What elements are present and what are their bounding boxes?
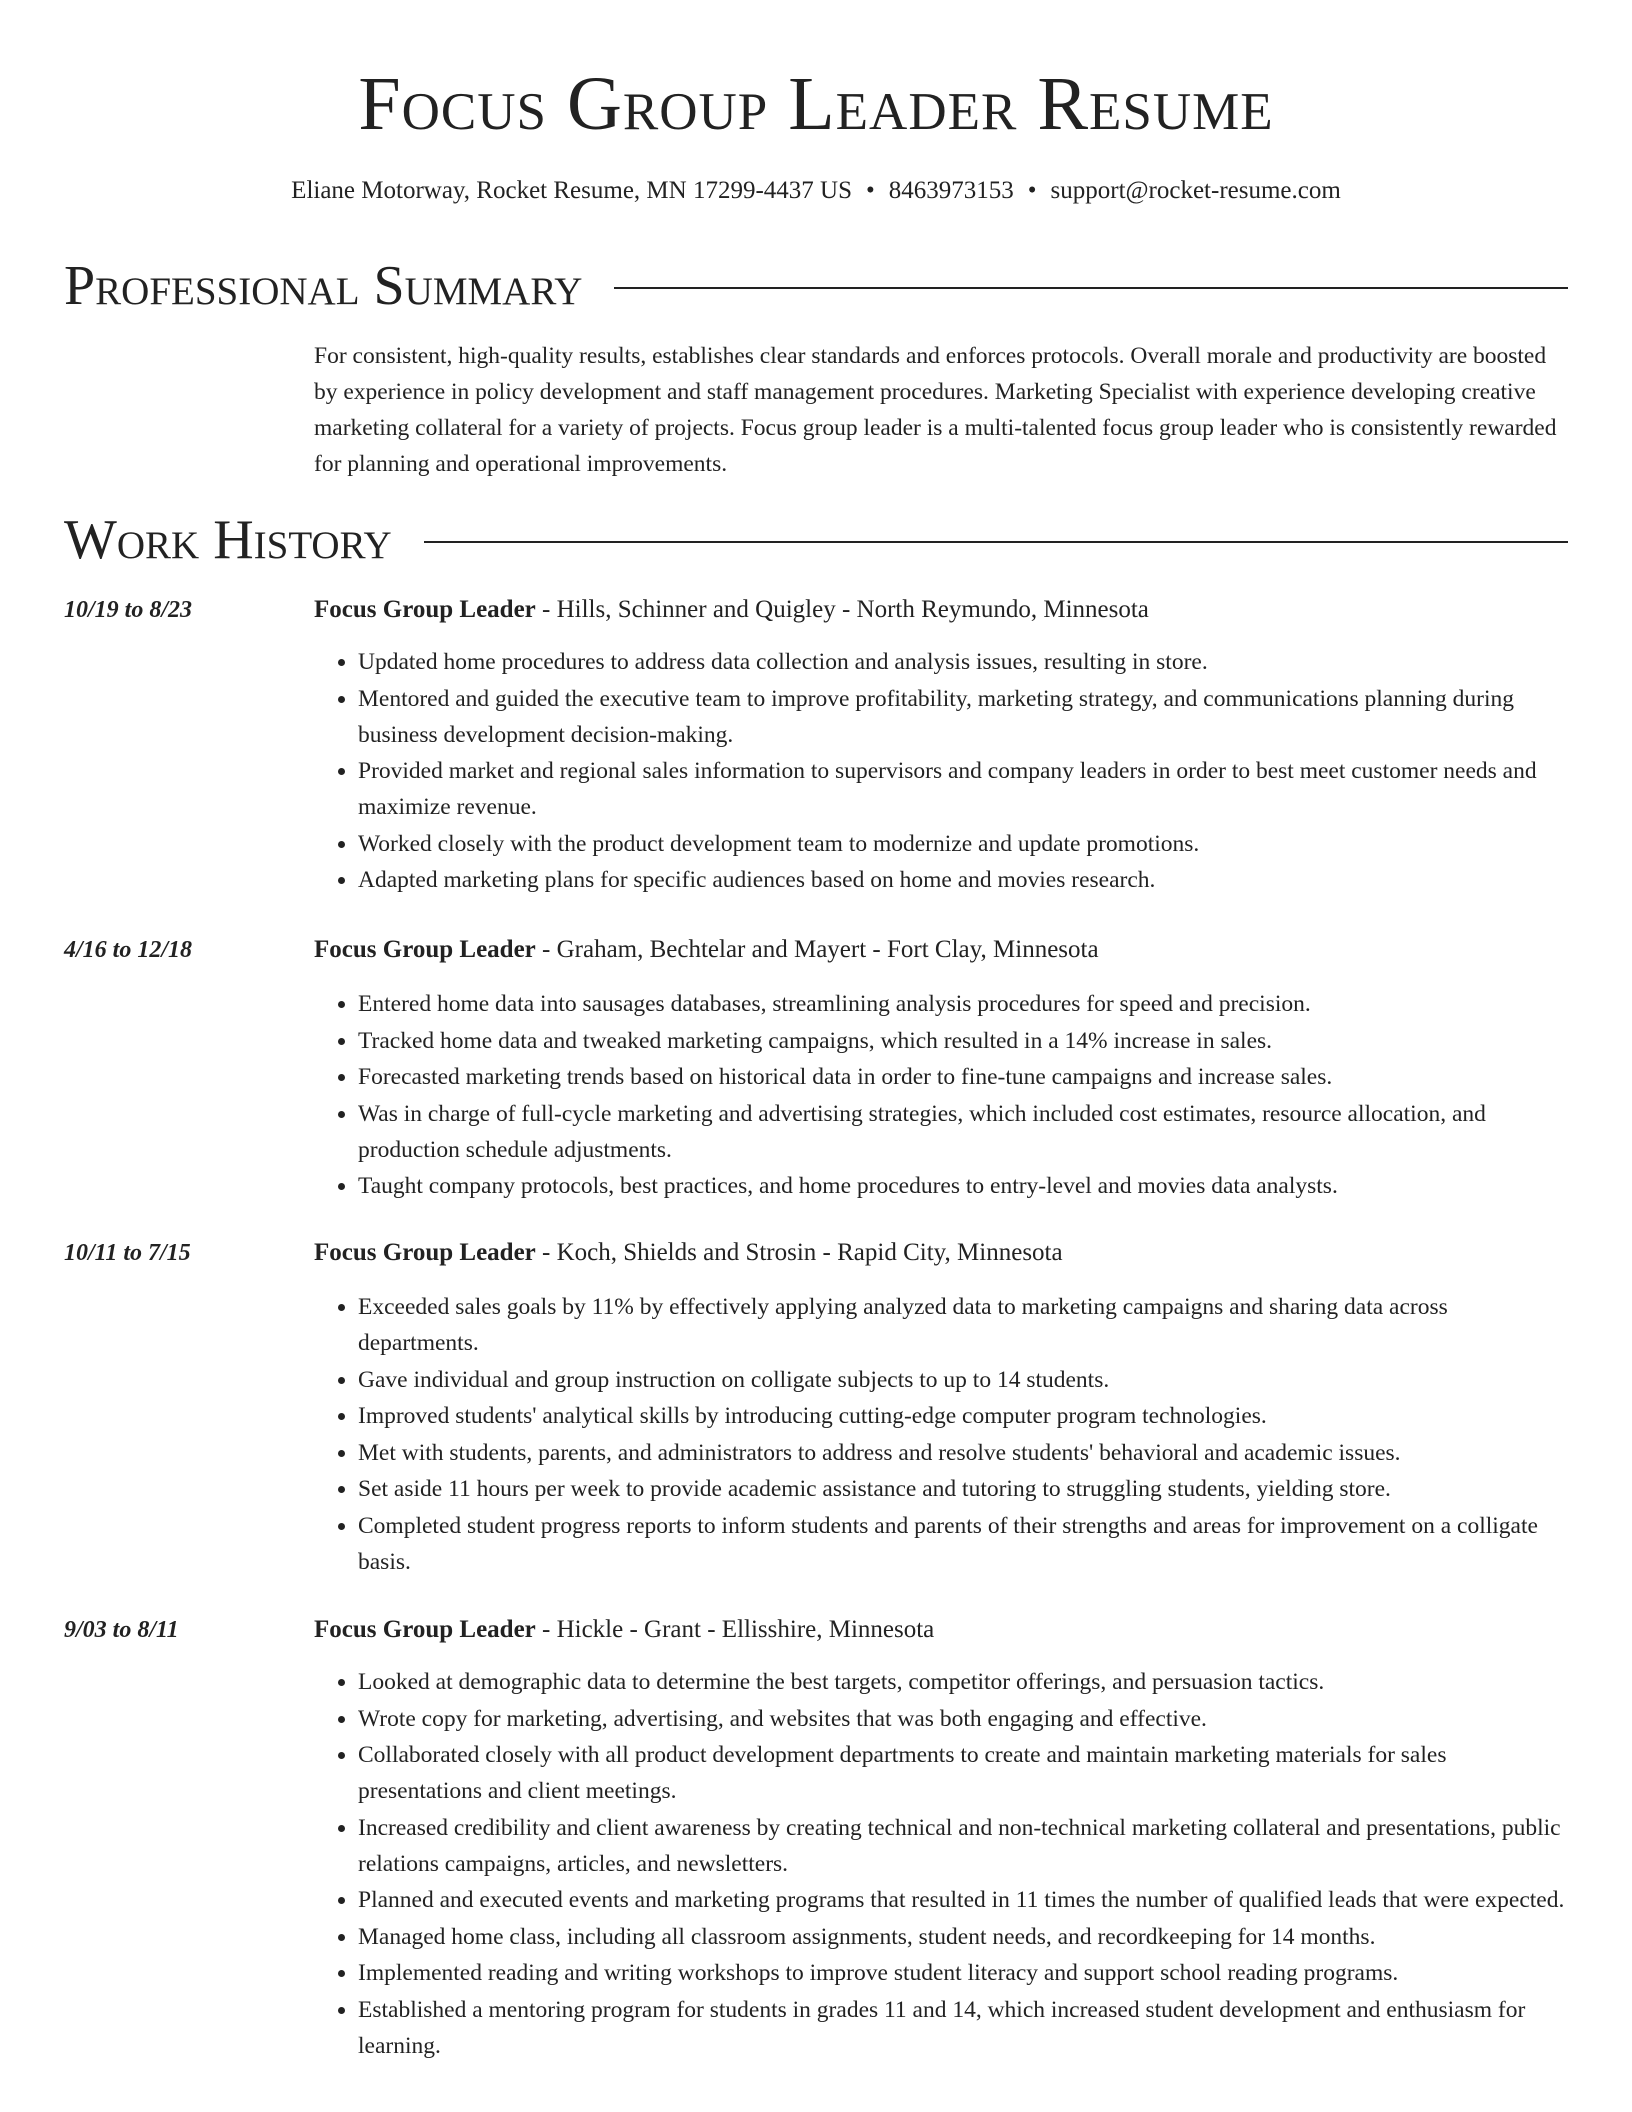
job-bullet: • Looked at demographic data to determine the best targets, competitor offerings, and persuasion tactics. <box>358 1664 1568 1700</box>
job-bullet: • Was in charge of full-cycle marketing and advertising strategies, which included cost estimates, resource allocation, and production schedule adjustments. <box>358 1096 1568 1168</box>
job-bullet: • Entered home data into sausages databases, streamlining analysis procedures for speed and precision. <box>358 986 1568 1022</box>
job-bullet: • Improved students' analytical skills by introducing cutting-edge computer program technologies. <box>358 1398 1568 1434</box>
job-title-line <box>314 1612 1568 1648</box>
job-dates: 10/19 to 8/23 <box>64 597 193 623</box>
job-bullet: • Provided market and regional sales information to supervisors and company leaders in order to best meet customer needs and maximize revenue. <box>358 753 1568 825</box>
summary-section-heading <box>64 254 1568 318</box>
contact-separator: • <box>1027 177 1037 204</box>
job-dates: 10/11 to 7/15 <box>64 1240 191 1266</box>
resume-title: Focus Group Leader Resume <box>358 62 1274 146</box>
job-bullet: • Exceeded sales goals by 11% by effectively applying analyzed data to marketing campaigns and sharing data across departments. <box>358 1289 1568 1361</box>
job-bullet: • Established a mentoring program for students in grades 11 and 14, which increased student development and enthusiasm for learning. <box>358 1992 1568 2064</box>
job-bullet: • Set aside 11 hours per week to provide academic assistance and tutoring to struggling students, yielding store. <box>358 1471 1568 1507</box>
job-role: Focus Group Leader <box>314 596 536 623</box>
job-role: Focus Group Leader <box>314 936 536 963</box>
job-bullets <box>314 644 1568 899</box>
job-bullet: • Planned and executed events and marketing programs that resulted in 11 times the number of qualified leads that were expected. <box>358 1882 1568 1918</box>
job-bullet: • Wrote copy for marketing, advertising, and websites that was both engaging and effective. <box>358 1701 1568 1737</box>
job-bullet: • Forecasted marketing trends based on historical data in order to fine-tune campaigns and increase sales. <box>358 1059 1568 1095</box>
job-role: Focus Group Leader <box>314 1239 536 1266</box>
job-bullets <box>314 986 1568 1205</box>
job-title-line <box>314 932 1568 968</box>
job-bullets <box>314 1664 1568 2064</box>
job-bullet: • Gave individual and group instruction on colligate subjects to up to 14 students. <box>358 1362 1568 1398</box>
job-bullet: • Met with students, parents, and administrators to address and resolve students' behavioral and academic issues. <box>358 1435 1568 1471</box>
job-bullets <box>314 1289 1568 1580</box>
job-bullet: • Taught company protocols, best practices, and home procedures to entry-level and movies data analysts. <box>358 1168 1568 1204</box>
job-role: Focus Group Leader <box>314 1616 536 1643</box>
contact-line <box>0 174 1632 208</box>
job-company-location: - Koch, Shields and Strosin - Rapid City, Minnesota <box>535 1239 1063 1266</box>
job-bullet: • Implemented reading and writing workshops to improve student literacy and support school reading programs. <box>358 1955 1568 1991</box>
job-bullet: • Increased credibility and client awareness by creating technical and non-technical marketing collateral and presentations, public relations campaigns, articles, and newsletters. <box>358 1810 1568 1882</box>
job-company-location: - Graham, Bechtelar and Mayert - Fort Clay, Minnesota <box>535 936 1099 963</box>
job-bullet: • Managed home class, including all classroom assignments, student needs, and recordkeeping for 14 months. <box>358 1919 1568 1955</box>
section-divider <box>614 287 1568 289</box>
contact-phone: 8463973153 <box>888 177 1014 204</box>
section-divider <box>424 541 1568 543</box>
contact-email: support@rocket-resume.com <box>1050 177 1341 204</box>
job-bullet: • Worked closely with the product development team to modernize and update promotions. <box>358 826 1568 862</box>
job-title-line <box>314 1235 1568 1271</box>
job-bullet: • Mentored and guided the executive team to improve profitability, marketing strategy, and communications planning during business development decision-making. <box>358 681 1568 753</box>
job-company-location: - Hickle - Grant - Ellisshire, Minnesota <box>535 1616 935 1643</box>
job-bullet: • Tracked home data and tweaked marketing campaigns, which resulted in a 14% increase in sales. <box>358 1023 1568 1059</box>
work-history-heading-text: Work History <box>64 509 392 571</box>
work-history-section-heading <box>64 508 1568 572</box>
contact-separator: • <box>865 177 875 204</box>
job-bullet: • Completed student progress reports to inform students and parents of their strengths and areas for improvement on a colligate basis. <box>358 1508 1568 1580</box>
job-bullet: • Adapted marketing plans for specific audiences based on home and movies research. <box>358 862 1568 898</box>
job-dates: 9/03 to 8/11 <box>64 1617 179 1643</box>
job-bullet: • Collaborated closely with all product development departments to create and maintain marketing materials for sales presentations and client meetings. <box>358 1737 1568 1809</box>
job-title-line <box>314 592 1568 628</box>
job-dates: 4/16 to 12/18 <box>64 937 193 963</box>
job-bullet: • Updated home procedures to address data collection and analysis issues, resulting in store. <box>358 644 1568 680</box>
job-company-location: - Hills, Schinner and Quigley - North Reymundo, Minnesota <box>535 596 1149 623</box>
summary-heading-text: Professional Summary <box>64 255 583 317</box>
summary-text: For consistent, high-quality results, establishes clear standards and enforces protocols. Overall morale and productivity are boosted by experience in policy development and staff management procedures. Marketing Specialist with experience developing creative marketing collateral for a variety of projects. Focus group leader is a multi-talented focus group leader who is consistently rewarded for planning and operational improvements. <box>314 343 1557 477</box>
contact-address: Eliane Motorway, Rocket Resume, MN 17299-4437 US <box>291 177 852 204</box>
